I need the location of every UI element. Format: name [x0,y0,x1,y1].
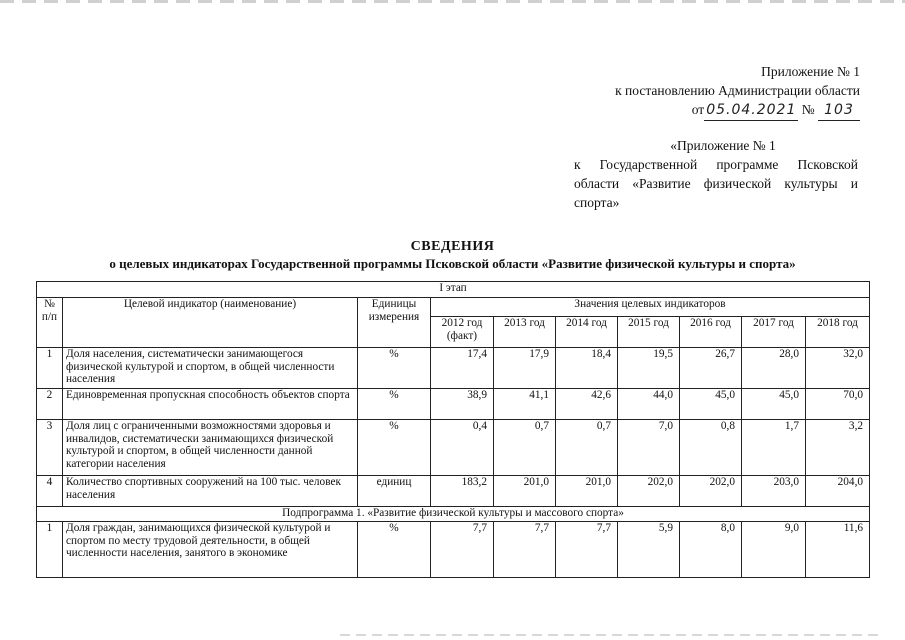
row-number: 2 [37,389,63,420]
appendix-line-2: к постановлению Администрации области [615,83,860,98]
col-num-header: № п/п [37,298,63,348]
value-cell: 9,0 [742,522,806,578]
value-cell: 70,0 [806,389,870,420]
col-name-header: Целевой индикатор (наименование) [63,298,358,348]
value-cell: 183,2 [431,476,494,507]
value-cell: 45,0 [680,389,742,420]
value-cell: 5,9 [618,522,680,578]
from-prefix: от [691,102,705,117]
unit-cell: % [358,389,431,420]
row-number: 3 [37,420,63,476]
year-header: 2012 год (факт) [431,317,494,348]
table-row [37,522,870,578]
appendix-line-1: Приложение № 1 [761,64,860,79]
col-values-header: Значения целевых индикаторов [431,298,870,317]
subprogram-label: Подпрограмма 1. «Развитие физической культуры и массового спорта» [37,507,870,522]
document-title: СВЕДЕНИЯ [410,239,495,254]
unit-cell: % [358,348,431,389]
value-cell: 202,0 [618,476,680,507]
value-cell: 201,0 [556,476,618,507]
value-cell: 7,7 [431,522,494,578]
appendix-header [560,62,860,121]
row-number: 1 [37,348,63,389]
value-cell: 28,0 [742,348,806,389]
unit-cell: % [358,522,431,578]
handwritten-number: 103 [818,101,860,121]
indicator-name: Доля населения, систематически занимающегося физической культурой и спортом, в общей численности населения [63,348,358,389]
unit-cell: единиц [358,476,431,507]
value-cell: 0,7 [556,420,618,476]
scan-bottom-edge [340,634,880,636]
value-cell: 41,1 [494,389,556,420]
table-row [37,389,870,420]
year-header: 2015 год [618,317,680,348]
value-cell: 0,7 [494,420,556,476]
header-row [37,298,870,317]
scan-top-edge [0,0,905,3]
value-cell: 44,0 [618,389,680,420]
value-cell: 204,0 [806,476,870,507]
indicators-table [36,281,870,578]
year-header: 2013 год [494,317,556,348]
table-row [37,476,870,507]
value-cell: 7,7 [494,522,556,578]
table-row [37,348,870,389]
value-cell: 202,0 [680,476,742,507]
stage-row [37,282,870,298]
value-cell: 203,0 [742,476,806,507]
value-cell: 42,6 [556,389,618,420]
value-cell: 8,0 [680,522,742,578]
value-cell: 0,8 [680,420,742,476]
value-cell: 7,0 [618,420,680,476]
col-unit-header: Единицы измерения [358,298,431,348]
value-cell: 19,5 [618,348,680,389]
value-cell: 45,0 [742,389,806,420]
value-cell: 201,0 [494,476,556,507]
year-header: 2014 год [556,317,618,348]
value-cell: 11,6 [806,522,870,578]
program-appendix-text: к Государственной программе Псковской области «Развитие физической культуры и спорта» [574,157,858,210]
value-cell: 3,2 [806,420,870,476]
indicator-name: Единовременная пропускная способность объектов спорта [63,389,358,420]
row-number: 1 [37,522,63,578]
year-header: 2016 год [680,317,742,348]
document-subtitle: о целевых индикаторах Государственной программы Псковской области «Развитие физической культуры и спорта» [109,256,796,271]
year-header: 2018 год [806,317,870,348]
subprogram-row [37,507,870,522]
row-number: 4 [37,476,63,507]
appendix-date-line [560,100,860,121]
number-sign: № [801,102,815,117]
value-cell: 17,4 [431,348,494,389]
value-cell: 1,7 [742,420,806,476]
value-cell: 7,7 [556,522,618,578]
program-appendix [574,136,858,212]
year-header: 2017 год [742,317,806,348]
value-cell: 26,7 [680,348,742,389]
handwritten-date: 05.04.2021 [704,101,798,121]
table-row [37,420,870,476]
value-cell: 0,4 [431,420,494,476]
program-appendix-title: «Приложение № 1 [670,138,776,153]
value-cell: 18,4 [556,348,618,389]
indicator-name: Доля граждан, занимающихся физической культурой и спортом по месту трудовой деятельности, в общей численности населения, занятого в экономике [63,522,358,578]
value-cell: 17,9 [494,348,556,389]
unit-cell: % [358,420,431,476]
value-cell: 32,0 [806,348,870,389]
indicator-name: Количество спортивных сооружений на 100 тыс. человек населения [63,476,358,507]
indicator-name: Доля лиц с ограниченными возможностями здоровья и инвалидов, систематически занимающихся физической культурой и спортом, в общей численности данной категории населения [63,420,358,476]
value-cell: 38,9 [431,389,494,420]
stage-label: I этап [37,282,870,298]
